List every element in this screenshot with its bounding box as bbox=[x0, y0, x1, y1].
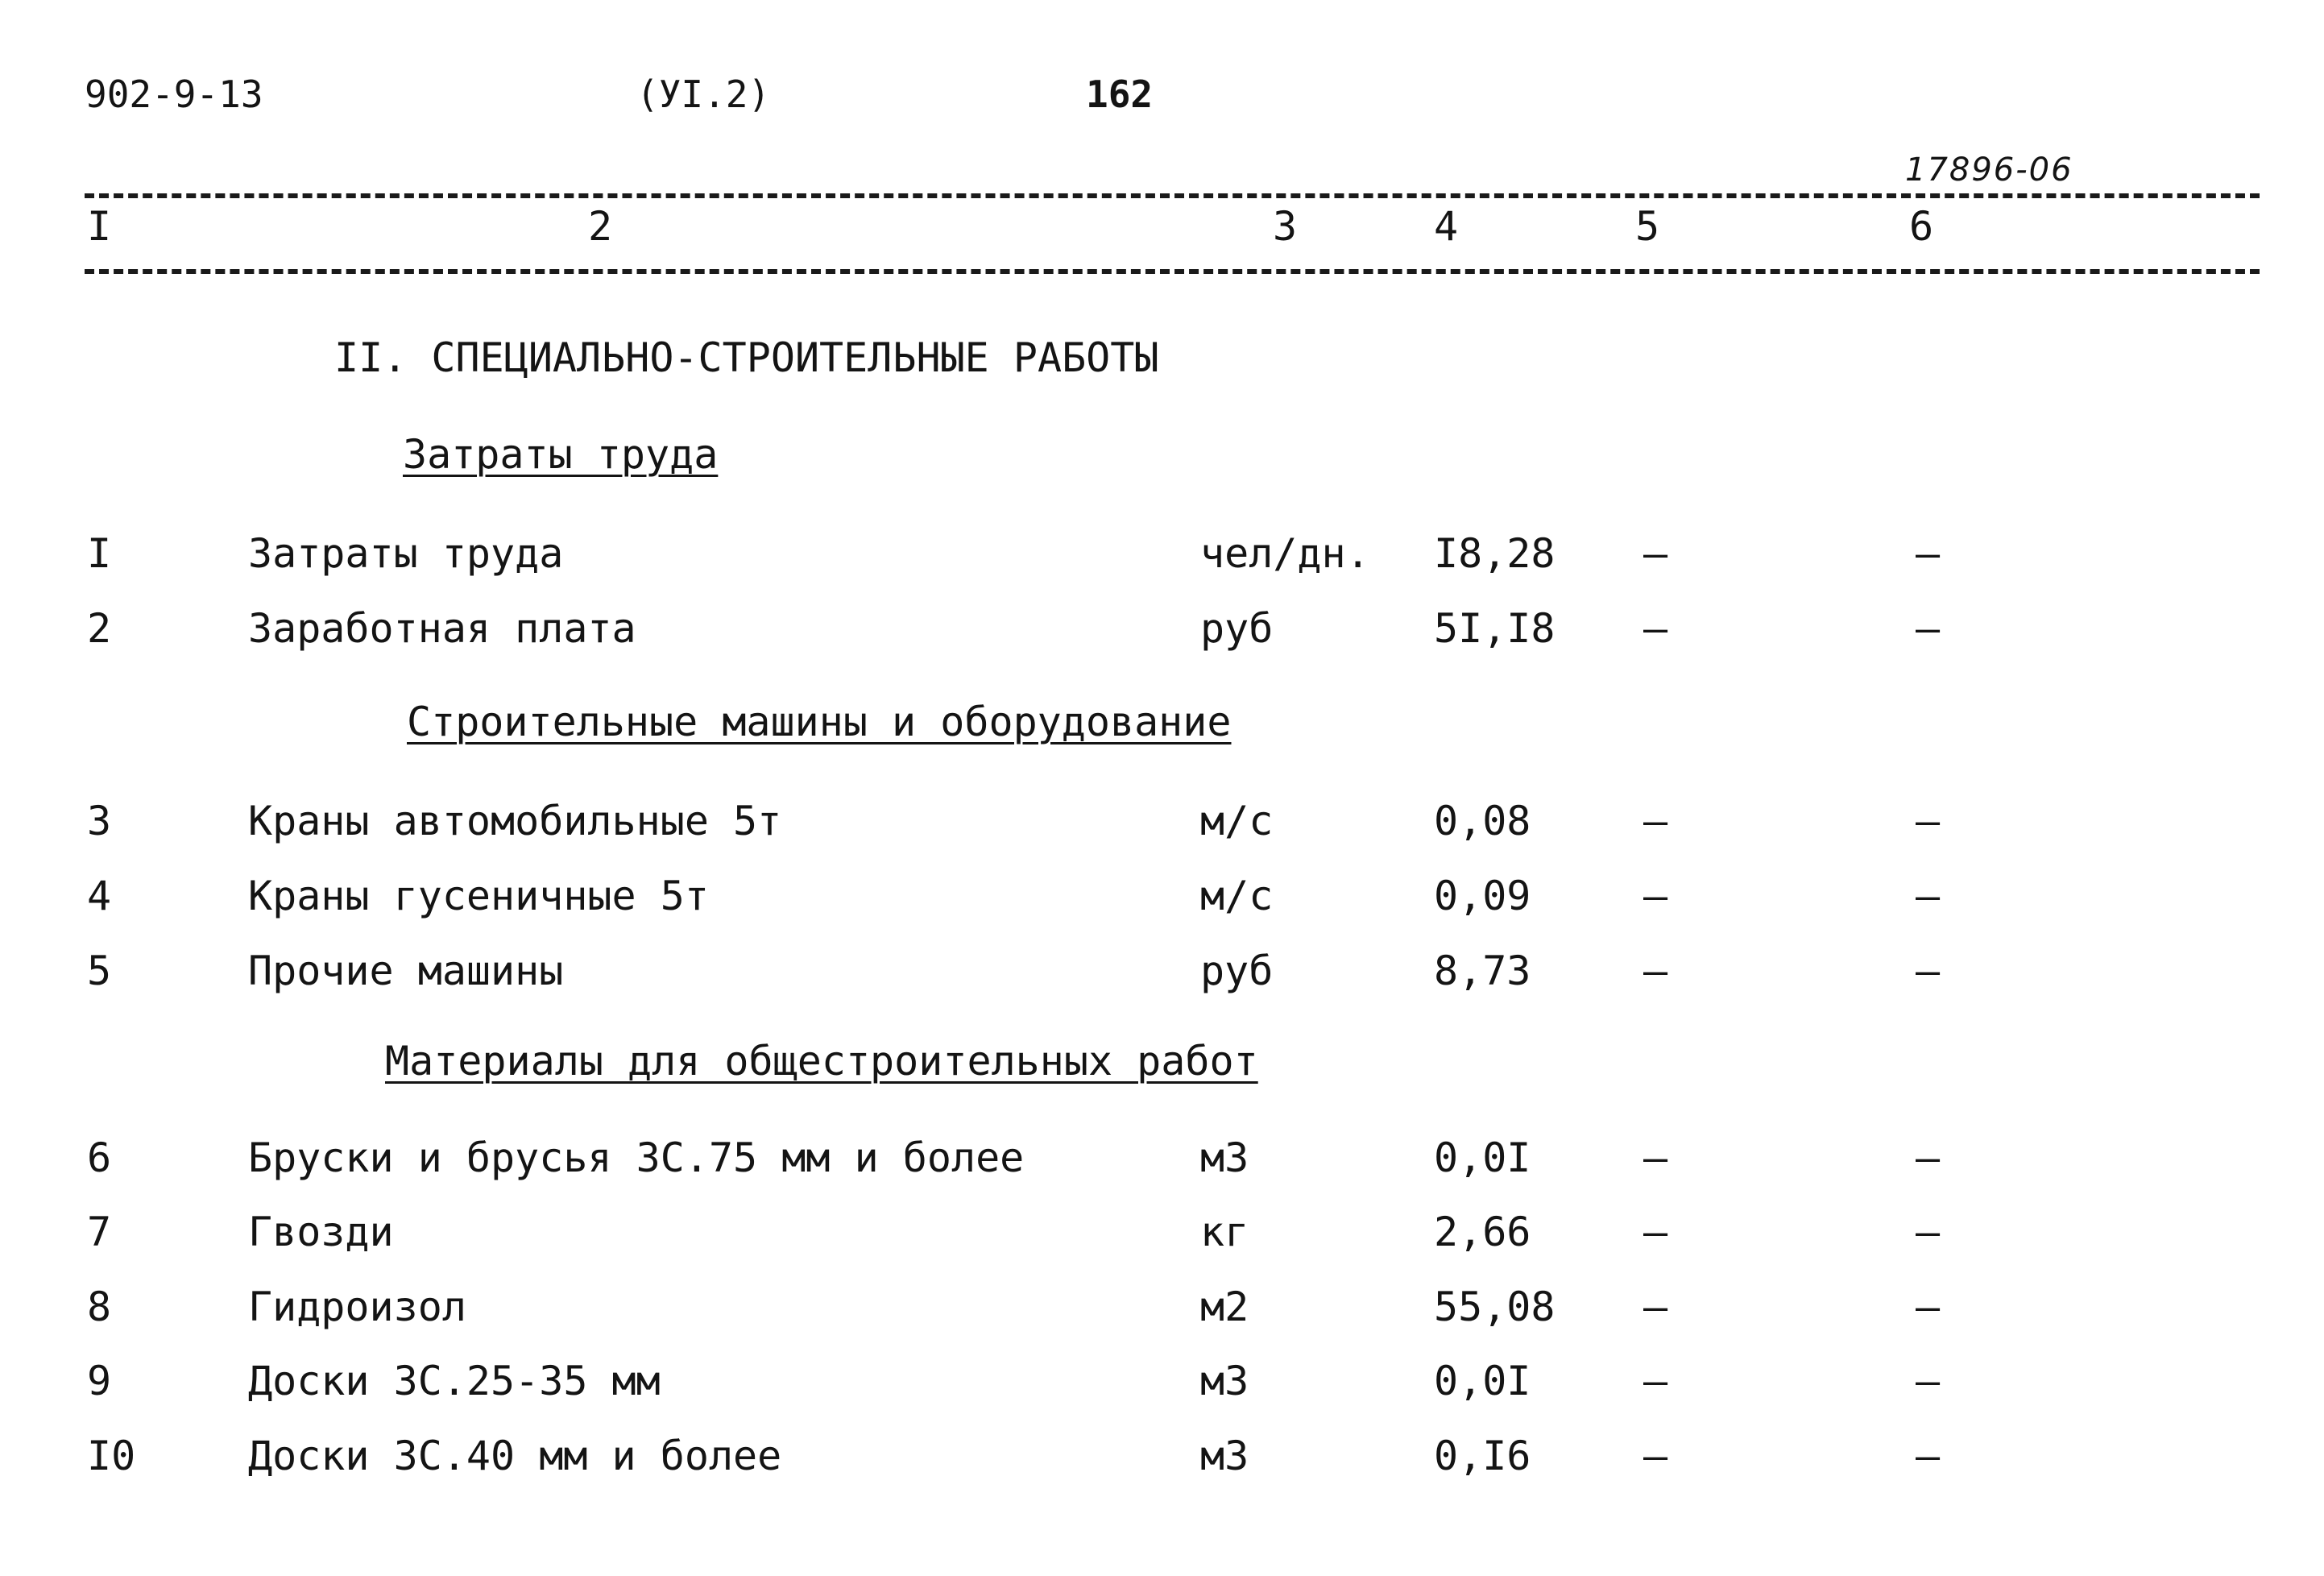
table-row bbox=[0, 873, 2324, 929]
row-value: 2,66 bbox=[1434, 1209, 1531, 1255]
row-name: Краны автомобильные 5т bbox=[248, 798, 782, 844]
page-number: 162 bbox=[1086, 73, 1154, 116]
row-col5: – bbox=[1643, 873, 1668, 919]
table-row bbox=[0, 605, 2324, 662]
row-value: 5I,I8 bbox=[1434, 605, 1556, 652]
row-unit: руб bbox=[1200, 605, 1274, 652]
row-value: 0,08 bbox=[1434, 798, 1531, 844]
row-col6: – bbox=[1916, 1358, 1941, 1404]
header-divider-top bbox=[85, 193, 2260, 198]
row-number: 3 bbox=[87, 798, 112, 844]
row-unit: м3 bbox=[1200, 1134, 1249, 1181]
row-col6: – bbox=[1916, 1209, 1941, 1255]
row-col6: – bbox=[1916, 798, 1941, 844]
column-header-1: I bbox=[87, 203, 112, 250]
row-col5: – bbox=[1643, 1209, 1668, 1255]
row-col6: – bbox=[1916, 948, 1941, 994]
row-unit: м2 bbox=[1200, 1284, 1249, 1330]
table-row bbox=[0, 1433, 2324, 1489]
table-row bbox=[0, 1134, 2324, 1191]
header-divider-bottom bbox=[85, 269, 2260, 274]
table-row bbox=[0, 798, 2324, 854]
row-value: 0,0I bbox=[1434, 1134, 1531, 1181]
row-col5: – bbox=[1643, 1433, 1668, 1479]
row-col5: – bbox=[1643, 1284, 1668, 1330]
row-col6: – bbox=[1916, 873, 1941, 919]
row-number: 4 bbox=[87, 873, 112, 919]
row-unit: кг bbox=[1200, 1209, 1249, 1255]
row-col6: – bbox=[1916, 530, 1941, 577]
row-number: 6 bbox=[87, 1134, 112, 1181]
row-value: 0,I6 bbox=[1434, 1433, 1531, 1479]
handwritten-number: 17896-06 bbox=[1905, 151, 2073, 189]
row-number: 2 bbox=[87, 605, 112, 652]
row-col5: – bbox=[1643, 530, 1668, 577]
row-unit: чел/дн. bbox=[1200, 530, 1370, 577]
row-unit: м/с bbox=[1200, 798, 1274, 844]
row-col6: – bbox=[1916, 1284, 1941, 1330]
column-header-6: 6 bbox=[1909, 203, 1934, 250]
row-value: 0,09 bbox=[1434, 873, 1531, 919]
column-header-2: 2 bbox=[588, 203, 613, 250]
row-unit: м3 bbox=[1200, 1433, 1249, 1479]
table-row bbox=[0, 1209, 2324, 1265]
row-value: 8,73 bbox=[1434, 948, 1531, 994]
row-col6: – bbox=[1916, 1134, 1941, 1181]
row-number: 9 bbox=[87, 1358, 112, 1404]
column-header-3: 3 bbox=[1273, 203, 1298, 250]
column-header-4: 4 bbox=[1434, 203, 1459, 250]
table-row bbox=[0, 1284, 2324, 1340]
table-row bbox=[0, 530, 2324, 587]
group-title-materials: Материалы для общестроительных работ bbox=[385, 1038, 1258, 1085]
row-col5: – bbox=[1643, 605, 1668, 652]
row-name: Затраты труда bbox=[248, 530, 564, 577]
row-name: Краны гусеничные 5т bbox=[248, 873, 709, 919]
row-value: 0,0I bbox=[1434, 1358, 1531, 1404]
group-title-labor: Затраты труда bbox=[403, 431, 719, 478]
row-name: Бруски и брусья ЗС.75 мм и более bbox=[248, 1134, 1025, 1181]
document-code: 902-9-13 bbox=[85, 73, 263, 116]
row-value: 55,08 bbox=[1434, 1284, 1556, 1330]
section-title: II. СПЕЦИАЛЬНО-СТРОИТЕЛЬНЫЕ РАБОТЫ bbox=[334, 334, 1159, 381]
row-col5: – bbox=[1643, 948, 1668, 994]
group-title-machines: Строительные машины и оборудование bbox=[407, 699, 1232, 745]
table-row bbox=[0, 948, 2324, 1004]
row-name: Доски ЗС.25-35 мм bbox=[248, 1358, 661, 1404]
column-header-5: 5 bbox=[1635, 203, 1660, 250]
table-row bbox=[0, 1358, 2324, 1414]
row-name: Прочие машины bbox=[248, 948, 564, 994]
row-value: I8,28 bbox=[1434, 530, 1556, 577]
section-code: (УI.2) bbox=[636, 73, 771, 116]
row-col6: – bbox=[1916, 605, 1941, 652]
row-name: Гидроизол bbox=[248, 1284, 466, 1330]
row-col5: – bbox=[1643, 1358, 1668, 1404]
row-number: I0 bbox=[87, 1433, 136, 1479]
row-col5: – bbox=[1643, 798, 1668, 844]
row-unit: руб bbox=[1200, 948, 1274, 994]
row-col5: – bbox=[1643, 1134, 1668, 1181]
row-name: Заработная плата bbox=[248, 605, 636, 652]
row-name: Доски ЗС.40 мм и более bbox=[248, 1433, 782, 1479]
row-col6: – bbox=[1916, 1433, 1941, 1479]
row-number: 7 bbox=[87, 1209, 112, 1255]
row-number: 5 bbox=[87, 948, 112, 994]
row-number: 8 bbox=[87, 1284, 112, 1330]
row-name: Гвозди bbox=[248, 1209, 394, 1255]
row-number: I bbox=[87, 530, 112, 577]
row-unit: м3 bbox=[1200, 1358, 1249, 1404]
row-unit: м/с bbox=[1200, 873, 1274, 919]
